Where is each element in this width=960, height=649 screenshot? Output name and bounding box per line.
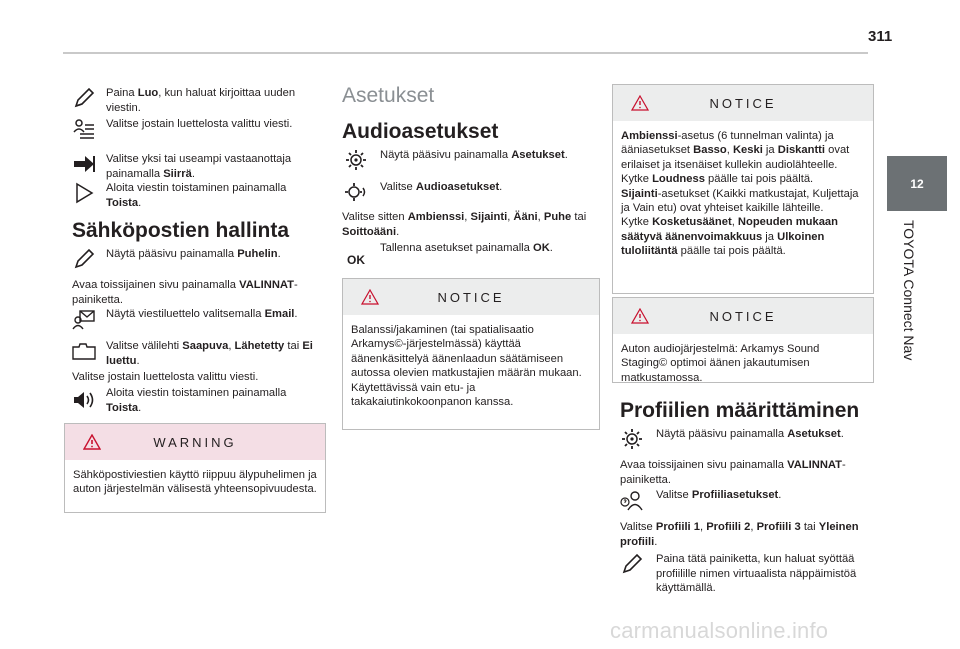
para-open-options-profiles: Avaa toissijainen sivu painamalla VALINNAT-painiketta. bbox=[620, 459, 846, 486]
gear-icon bbox=[620, 427, 644, 451]
notice-triangle-icon bbox=[631, 308, 649, 324]
step-show-settings: Näytä pääsivu painamalla Asetukset. bbox=[380, 149, 568, 161]
step-play-email: Aloita viestin toistaminen painamalla Toista. bbox=[106, 387, 287, 414]
profile-icon bbox=[620, 489, 644, 513]
forward-arrow-icon bbox=[72, 152, 96, 176]
watermark: carmanualsonline.info bbox=[610, 618, 829, 643]
step-save-ok: Tallenna asetukset painamalla OK. bbox=[380, 242, 553, 254]
notice-box-balance bbox=[342, 278, 600, 430]
step-show-phone: Näytä pääsivu painamalla Puhelin. bbox=[106, 248, 281, 260]
notice-header bbox=[613, 85, 873, 121]
warning-box bbox=[64, 423, 326, 513]
notice-text: Ambienssi-asetus (6 tunnelman valinta) ja ääniasetukset Basso, Keski ja Diskantti ovat erilaiset ja itsenäiset kullekin audiolähteelle. Kytke Loudness päälle tai pois päältä. Sijainti-asetukset (Kaikki matkustajat, Kuljettaja ja Vain etu) ovat yhteiset kaikille lähteille. Kytke Kosketusäänet, Nopeuden mukaan säätyvä äänenvoimakkuus ja Ulkoinen tuloliitäntä päälle tai pois päältä. bbox=[621, 130, 859, 258]
para-open-options: Avaa toissijainen sivu painamalla VALINNAT-painiketta. bbox=[72, 279, 298, 306]
chapter-title: TOYOTA Connect Nav bbox=[901, 220, 917, 361]
notice-title: NOTICE bbox=[437, 289, 505, 305]
step-select-message: Valitse jostain luettelosta valittu viesti. bbox=[106, 118, 293, 130]
gear-sound-icon bbox=[344, 180, 368, 204]
step-select-profile-settings: Valitse Profiiliasetukset. bbox=[656, 489, 782, 501]
notice-triangle-icon bbox=[361, 289, 379, 305]
play-triangle-icon bbox=[72, 181, 96, 205]
pencil-icon bbox=[72, 86, 96, 110]
step-show-email-list: Näytä viestiluettelo valitsemalla Email. bbox=[106, 308, 298, 320]
section-settings: Asetukset bbox=[342, 84, 435, 107]
warning-triangle-icon bbox=[83, 434, 101, 450]
warning-header bbox=[65, 424, 325, 460]
step-create-message: Paina Luo, kun haluat kirjoittaa uuden viestin. bbox=[106, 87, 296, 114]
heading-audio-settings: Audioasetukset bbox=[342, 120, 499, 143]
chapter-side-label bbox=[900, 220, 920, 380]
step-select-recipients: Valitse yksi tai useampi vastaanottaja painamalla Siirrä. bbox=[106, 153, 292, 180]
notice-title: NOTICE bbox=[709, 308, 777, 324]
header-rule bbox=[63, 52, 868, 54]
gear-icon bbox=[344, 148, 368, 172]
mail-person-icon bbox=[72, 307, 96, 331]
step-play-message: Aloita viestin toistaminen painamalla Toista. bbox=[106, 182, 287, 209]
notice-text: Auton audiojärjestelmä: Arkamys Sound Staging© optimoi äänen jakautumisen matkustamossa. bbox=[621, 343, 820, 384]
page-number: 311 bbox=[868, 28, 893, 45]
para-select-message: Valitse jostain luettelosta valittu viesti. bbox=[72, 371, 259, 383]
notice-triangle-icon bbox=[631, 95, 649, 111]
para-select-profile: Valitse Profiili 1, Profiili 2, Profiili 3 tai Yleinen profiili. bbox=[620, 521, 859, 548]
step-show-settings-profiles: Näytä pääsivu painamalla Asetukset. bbox=[656, 428, 844, 440]
step-name-profile: Paina tätä painiketta, kun haluat syöttää profiilille nimen virtuaalista näppäimistöä käyttämällä. bbox=[656, 553, 857, 595]
speaker-icon bbox=[72, 388, 96, 412]
chapter-tab[interactable]: 12 bbox=[887, 156, 947, 211]
notice-title: NOTICE bbox=[709, 95, 777, 111]
step-select-tab: Valitse välilehti Saapuva, Lähetetty tai Ei luettu. bbox=[106, 340, 313, 367]
tabs-icon bbox=[72, 339, 96, 363]
heading-profiles: Profiilien määrittäminen bbox=[620, 399, 860, 422]
heading-email-management: Sähköpostien hallinta bbox=[72, 219, 290, 242]
notice-header bbox=[613, 298, 873, 334]
ok-icon: OK bbox=[347, 253, 365, 267]
warning-text: Sähköpostiviestien käyttö riippuu älypuhelimen ja auton järjestelmän välisestä yhteensopivuudesta. bbox=[73, 469, 317, 496]
para-select-options: Valitse sitten Ambienssi, Sijainti, Ääni, Puhe tai Soittoääni. bbox=[342, 211, 587, 238]
step-select-audio-settings: Valitse Audioasetukset. bbox=[380, 181, 503, 193]
notice-text: Balanssi/jakaminen (tai spatialisaatio Arkamys©-järjestelmässä) käyttää äänenkäsittelyä äänenlaadun säätämiseen autossa olevien matkustajien määrän mukaan. Käytettävissä vain etu- ja takakaiutinkokoonpanon kanssa. bbox=[351, 324, 582, 409]
notice-box-ambience bbox=[612, 84, 874, 294]
pencil-icon bbox=[72, 247, 96, 271]
pencil-icon bbox=[620, 552, 644, 576]
notice-box-arkamys bbox=[612, 297, 874, 383]
list-person-icon bbox=[72, 117, 96, 141]
notice-header bbox=[343, 279, 599, 315]
warning-title: WARNING bbox=[153, 434, 237, 450]
